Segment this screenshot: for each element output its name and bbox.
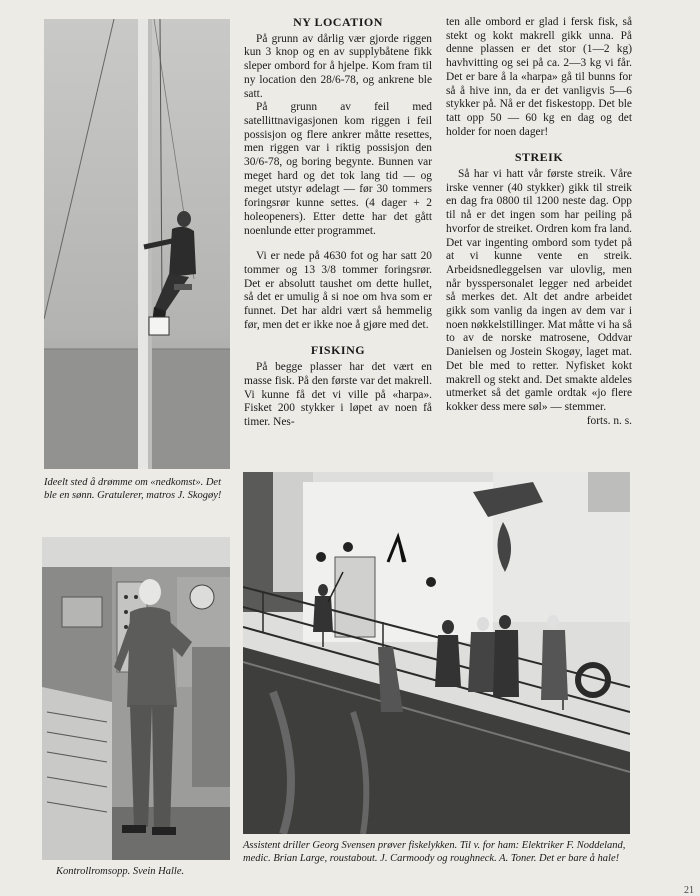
control-room-caption: Kontrollromsopp. Svein Halle. — [56, 866, 185, 877]
deck-photo — [243, 472, 630, 834]
paragraph-location-3: Vi er nede på 4630 fot og har satt 20 tommer og 13 3/8 tommer foringsrør. Det er absolutt taushet om dette hullet, så det er umulig å si noe om hva som er funnet. Det har aldri vært så hemmelig før, men det er ikke noe å gjøre med det. — [244, 250, 432, 331]
continued-note: forts. n. s. — [586, 414, 632, 427]
deck-photo-caption: Assistent driller Georg Svensen prøver fiskelykken. Til v. for ham: Elektriker F. Noddeland, medic. Brian Large, roustabout. J. Carmoody og roughneck. A. Toner. Det er bare å hale! — [243, 840, 626, 864]
control-room-photo-image — [42, 537, 230, 860]
page-number: 21 — [684, 885, 694, 896]
mast-photo-caption: Ideelt sted å drømme om «nedkomst». Det ble en sønn. Gratulerer, matros J. Skogøy! — [44, 477, 222, 501]
deck-photo-image — [243, 472, 630, 834]
article-column-middle — [244, 16, 432, 430]
mast-photo — [44, 19, 230, 469]
article-column-right — [446, 16, 632, 428]
paragraph-location-1: På grunn av dårlig vær gjorde riggen kun 3 knop og en av supplybåtene fikk sleper ombord for å hjelpe. Kom fram til ny location den 28/6-78, og ankrene ble satt. — [244, 32, 432, 100]
control-room-photo — [42, 537, 230, 860]
heading-ny-location: NY LOCATION — [293, 15, 383, 29]
heading-fisking: FISKING — [310, 343, 366, 358]
heading-streik: STREIK — [514, 150, 564, 165]
paragraph-streik: Så har vi hatt vår første streik. Våre irske venner (40 stykker) gikk til streik en dag fra 0800 til 1200 neste dag. Opp til nå er det ingen som har peiling på hvorfor de streiket. Ordren kom fra land. Det var ingenting ombord som tydet på at vi kunne vente en streik. Arbeidsnedleggelsen var ulovlig, men når bysspersonalet legger ned arbeidet så merkes det. Alt det andre arbeidet gikk som vanlig da ingen av dem var i noen nøkkelstillinger. Mat måtte vi ha så to av de norske matrosene, Oddvar Danielsen og Jostein Skogøy, laget mat. Det ble med to retter. Nyfisket kokt makrell og stekt and. Det smakte aldeles utmerket så det gamle ordtak «jo flere kokker dess mere søl» — stemmer. — [446, 168, 632, 413]
paragraph-fisking-cont: ten alle ombord er glad i fersk fisk, så stekt og kokt makrell gikk unna. På denne plassen er det stor (1—2 kg) havhvitting og sei på ca. 2—3 kg vi får. Det er bare å la «harpa» gå til bunns for så å hive inn, da er det vanligvis 5—6 stykker på. Nå er det fiskestopp. Det ble tatt opp 50 — 60 kg en dag og det holder for noen dager! — [446, 16, 632, 138]
paragraph-fisking-start: På begge plasser har det vært en masse fisk. På den første var det makrell. Vi kunne få det vi ville på «harpa». Fisket 200 stykker i løpet av noen få timer. Nes- — [244, 361, 432, 428]
paragraph-location-2: På grunn av feil med satellittnavigasjonen kom riggen i feil possisjon og flere ankrer måtte resettes, men riggen var i riktig possisjon den 30/6-78, og boring begynte. Bunnen var meget hard og det tok lang tid — og meget utstyr ødelagt — før 30 tommers foringsrør kunne settes. (4 dager + 2 holeopeners). Etter dette har det gått noenlunde etter programmet. — [244, 101, 432, 237]
mast-photo-image — [44, 19, 230, 469]
